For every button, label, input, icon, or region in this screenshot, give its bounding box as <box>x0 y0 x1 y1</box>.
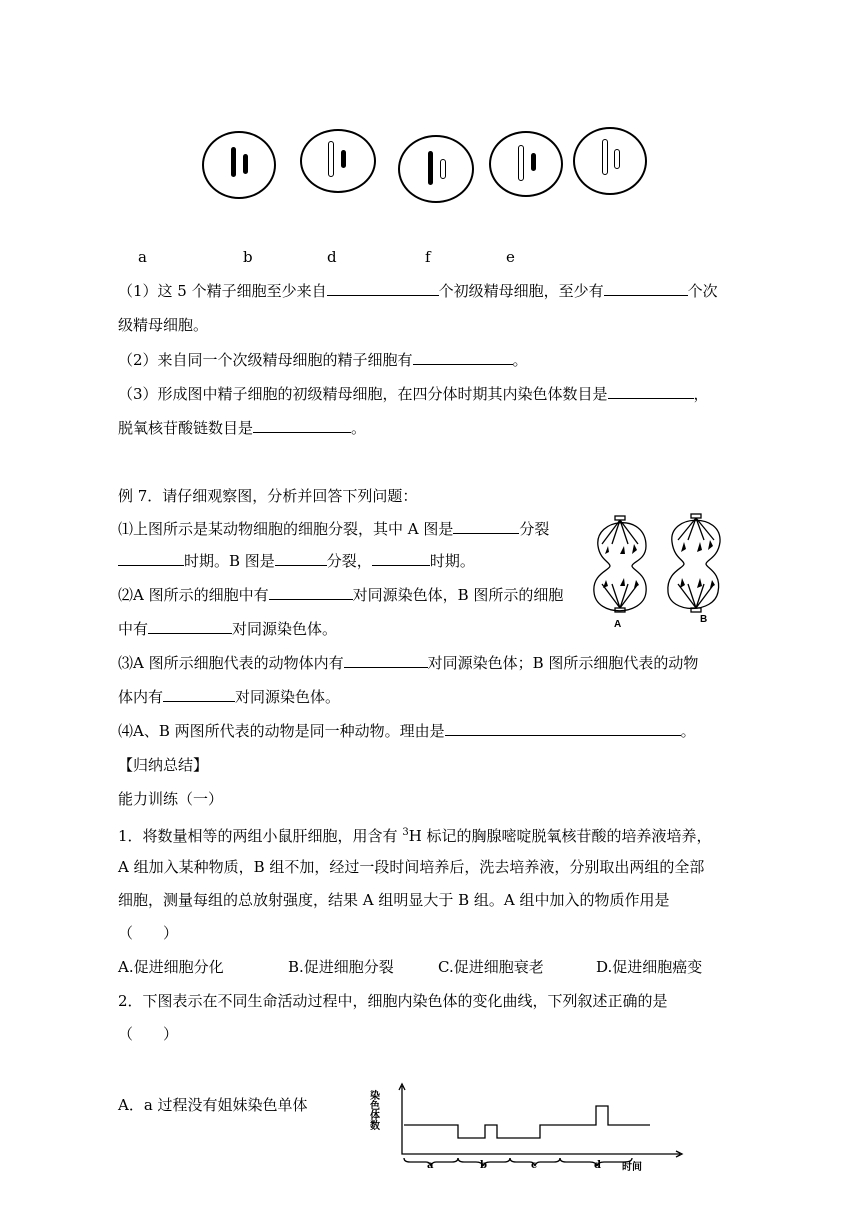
problem-2-line-1: 2．下图表示在不同生命活动过程中，细胞内染色体的变化曲线，下列叙述正确的是 <box>118 992 668 1010</box>
option-d[interactable]: D.促进细胞癌变 <box>596 958 703 976</box>
answer-blank[interactable] <box>372 551 430 566</box>
chromosome-graph <box>370 1082 700 1178</box>
training-heading: 能力训练（一） <box>118 790 224 808</box>
option-a[interactable]: A.促进细胞分化 <box>118 958 224 976</box>
cell-division-figure <box>588 508 753 628</box>
ex7-item-1: ⑴上图所示是某动物细胞的细胞分裂，其中 A 图是 分裂 <box>118 520 550 538</box>
cell-f <box>489 131 563 197</box>
option-b[interactable]: B.促进细胞分裂 <box>288 958 394 976</box>
example-7-title: 例 7．请仔细观察图，分析并回答下列问题： <box>118 487 418 505</box>
answer-blank[interactable] <box>344 653 428 668</box>
cell-label-d: d <box>327 248 337 266</box>
answer-blank[interactable] <box>163 687 235 702</box>
cell-d <box>398 135 474 203</box>
question-2: （2）来自同一个次级精母细胞的精子细胞有 。 <box>118 351 528 369</box>
ex7-item-4: ⑷A、B 两图所代表的动物是同一种动物。理由是 。 <box>118 722 696 740</box>
problem-1-paren: （ ） <box>118 924 179 942</box>
summary-heading: 【归纳总结】 <box>118 756 209 774</box>
answer-blank[interactable] <box>413 350 513 365</box>
cell-label-b: b <box>243 248 253 266</box>
answer-blank[interactable] <box>253 418 351 433</box>
problem-1-line-3: 细胞，测量每组的总放射强度，结果 A 组明显大于 B 组。A 组中加入的物质作用是 <box>118 891 670 909</box>
cell-label-e: e <box>506 248 515 266</box>
option-c[interactable]: C.促进细胞衰老 <box>438 958 544 976</box>
cell-label-f: f <box>425 248 431 266</box>
ex7-item-3-cont: 体内有 对同源染色体。 <box>118 688 341 706</box>
question-1: （1）这 5 个精子细胞至少来自 个初级精母细胞，至少有 个次 <box>118 282 718 300</box>
segment-label-c: c <box>531 1160 538 1171</box>
answer-blank[interactable] <box>327 281 439 296</box>
graph-y-label: 染 色 体 数 <box>370 1091 380 1132</box>
answer-blank[interactable] <box>608 384 694 399</box>
ex7-item-3: ⑶A 图所示细胞代表的动物体内有 对同源染色体；B 图所示细胞代表的动物 <box>118 654 699 672</box>
answer-blank[interactable] <box>269 585 353 600</box>
question-3: （3）形成图中精子细胞的初级精母细胞，在四分体时期其内染色体数目是 ， <box>118 385 709 403</box>
answer-blank[interactable] <box>118 551 184 566</box>
cell-a <box>202 131 276 199</box>
answer-blank[interactable] <box>445 721 681 736</box>
cell-label-a: a <box>138 248 147 266</box>
segment-label-d: d <box>594 1160 601 1171</box>
problem-1-options <box>118 957 702 977</box>
figure-label-a: A <box>614 619 622 628</box>
segment-label-a: a <box>427 1160 434 1171</box>
ex7-item-2: ⑵A 图所示的细胞中有 对同源染色体，B 图所示的细胞 <box>118 586 564 604</box>
problem-2-paren: （ ） <box>118 1025 179 1043</box>
answer-blank[interactable] <box>275 551 327 566</box>
question-3-cont: 脱氧核苷酸链数目是 。 <box>118 419 367 437</box>
problem-2-option-a[interactable]: A．a 过程没有姐妹染色单体 <box>118 1096 308 1114</box>
ex7-item-1-cont: 时期。B 图是 分裂， 时期。 <box>118 551 475 571</box>
cell-e <box>573 127 647 195</box>
question-1-cont: 级精母细胞。 <box>118 316 209 334</box>
ex7-item-2-cont: 中有 对同源染色体。 <box>118 620 338 638</box>
segment-label-b: b <box>480 1160 487 1171</box>
problem-1-line-2: A 组加入某种物质，B 组不加，经过一段时间培养后，洗去培养液，分别取出两组的全部 <box>118 858 705 876</box>
answer-blank[interactable] <box>604 281 688 296</box>
answer-blank[interactable] <box>453 519 519 534</box>
answer-blank[interactable] <box>148 619 232 634</box>
problem-1-line-1: 1．将数量相等的两组小鼠肝细胞，用含有 $^3$H 标记的胸腺嘧啶脱氧核苷酸的培养液培养， <box>118 827 712 845</box>
cell-b <box>300 129 376 193</box>
figure-label-b: B <box>700 614 708 625</box>
graph-x-label: 时间 <box>622 1162 642 1173</box>
